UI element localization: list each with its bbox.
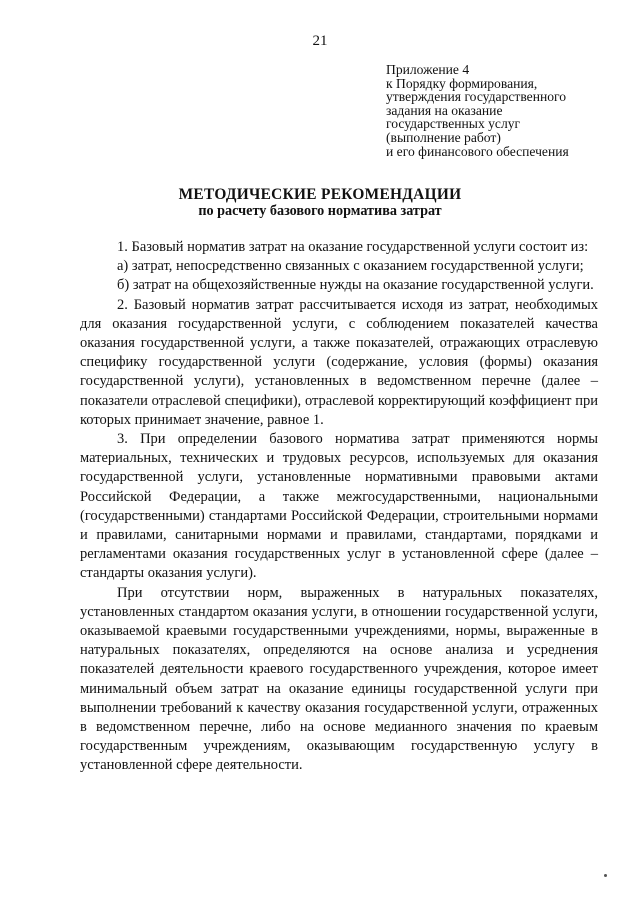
title-subtitle: по расчету базового норматива затрат [198, 203, 442, 219]
annex-header [386, 63, 626, 158]
annex-line: и его финансового обеспечения [386, 143, 569, 159]
paragraph: 1. Базовый норматив затрат на оказание государственной услуги состоит из: [117, 239, 589, 255]
paragraph: При отсутствии норм, выраженных в натуральных показателях, установленных стандартом оказания услуги, в отношении государственной услуги, оказываемой краевыми государственными учреждениями, нормы, выраженные в натуральных показателях, определяются на основе анализа и усреднения показателей деятельности краевого государственного учреждения, которое имеет минимальный объем затрат на оказание единицы государственной услуги при выполнении требований к качеству оказания государственной услуги, отраженных в ведомственном перечне, либо на основе медианного значения по краевым государственным учреждениям, оказывающим государственную услугу в установленной сфере деятельности. [80, 584, 598, 774]
paragraph: 3. При определении базового норматива затрат применяются нормы материальных, технических и трудовых ресурсов, используемых для оказания государственной услуги, установленные нормативными правовыми актами Российской Федерации, а также межгосударственными, национальными (государственными) стандартами Российской Федерации, строительными нормами и правилами, санитарными нормами и правилами, стандартами, порядками и регламентами оказания государственных услуг в установленной сфере (далее – стандарты оказания услуги). [80, 431, 598, 582]
annex-line: задания на оказание [386, 102, 503, 118]
paragraph: а) затрат, непосредственно связанных с оказанием государственной услуги; [117, 258, 584, 275]
annex-line: утверждения государственного [386, 89, 567, 105]
annex-line: государственных услуг [386, 116, 521, 132]
paragraph: 2. Базовый норматив затрат рассчитывается исходя из затрат, необходимых для оказания государственной услуги, с соблюдением показателей качества оказания государственной услуги, а также показателей, отражающих отраслевую специфику государственной услуги (содержание, условия (формы) оказания государственной услуги), установленных в ведомственном перечне (далее – показатели отраслевой специфики), отраслевой корректирующий коэффициент при которых принимает значение, равное 1. [80, 296, 598, 428]
title-main: МЕТОДИЧЕСКИЕ РЕКОМЕНДАЦИИ [178, 186, 462, 203]
annex-line: Приложение 4 [386, 62, 470, 77]
annex-line: к Порядку формирования, [386, 75, 538, 91]
scan-mark [604, 874, 607, 877]
document-body [80, 238, 598, 776]
page-number: 21 [312, 33, 328, 49]
document-title [0, 186, 640, 220]
paragraph: б) затрат на общехозяйственные нужды на оказание государственной услуги. [117, 277, 594, 294]
annex-line: (выполнение работ) [386, 129, 501, 145]
